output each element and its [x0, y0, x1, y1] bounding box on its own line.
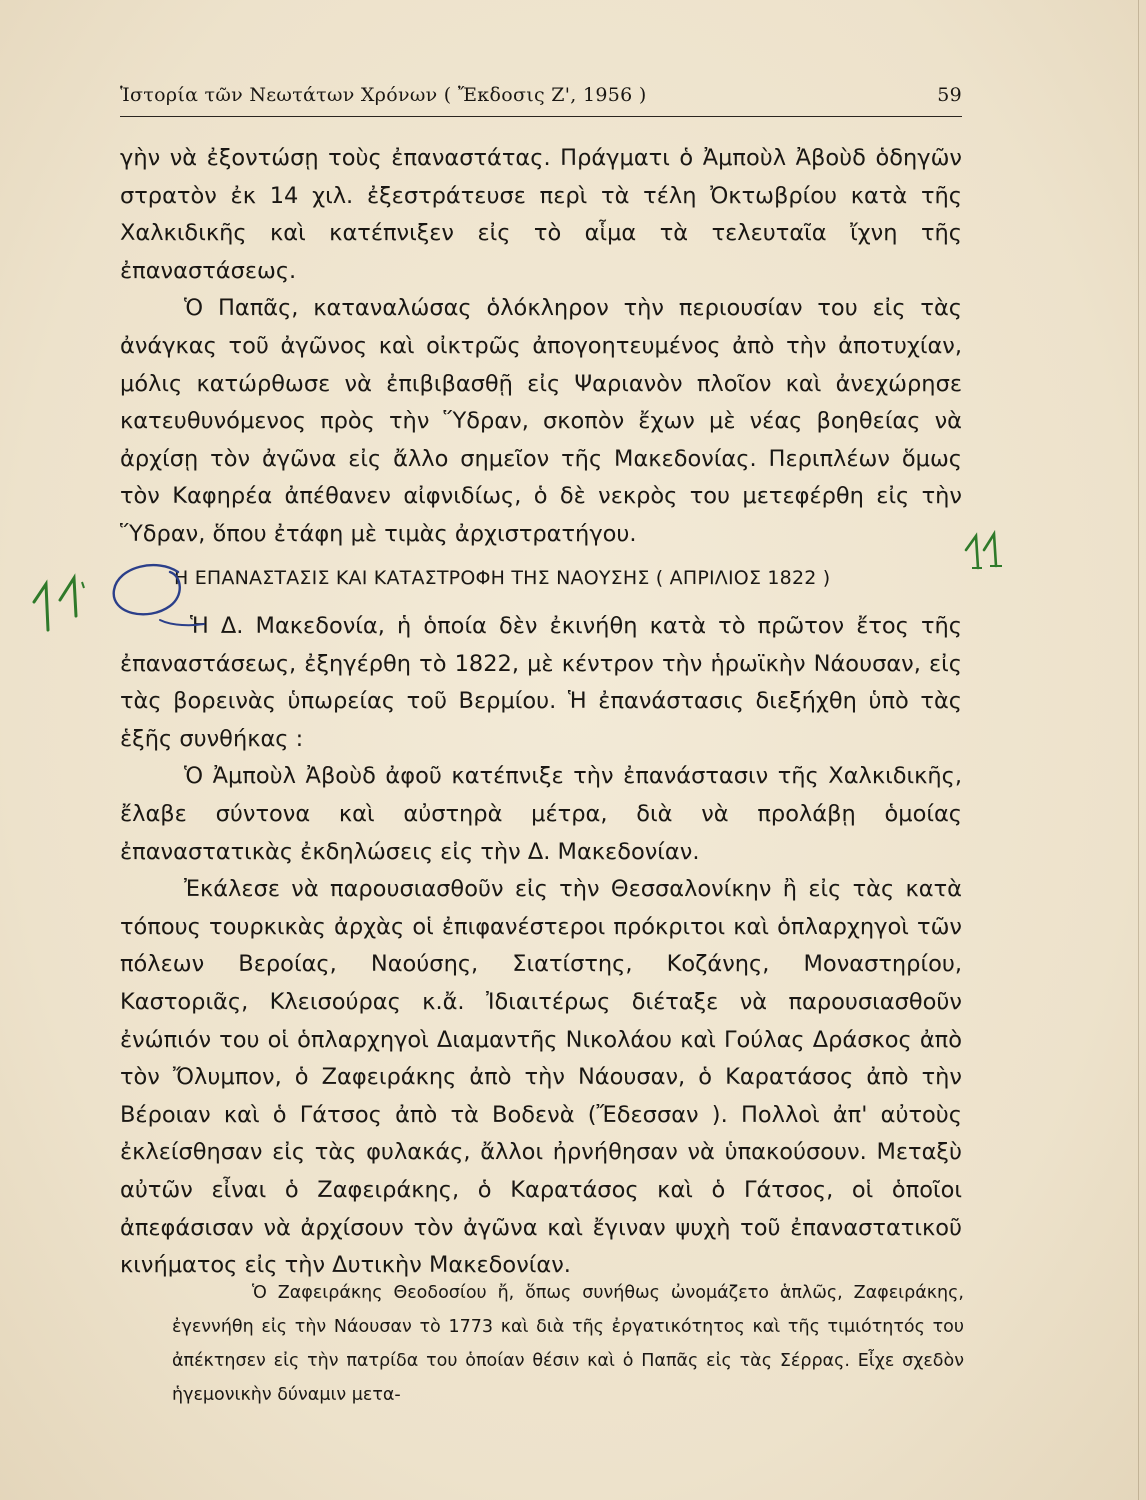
section-heading: Η ΕΠΑΝΑΣΤΑΣΙΣ ΚΑΙ ΚΑΤΑΣΤΡΟΦΗ ΤΗΣ ΝΑΟΥΣΗΣ ( ΑΠΡΙΛΙΟΣ 1822 ) — [174, 567, 831, 589]
page-number: 59 — [937, 84, 962, 106]
running-header — [120, 84, 962, 106]
footnote-text: Ὁ Ζαφειράκης Θεοδοσίου ἤ, ὅπως συνήθως ὠνομάζετο ἁπλῶς, Ζαφειράκης, ἐγεννήθη εἰς τὴν Νάουσαν τὸ 1773 καὶ διὰ τῆς ἐργατικότητος καὶ τῆς τιμιότητός του ἀπέκτησεν εἰς τὴν πατρίδα του ὁποίαν θέσιν καὶ ὁ Παπᾶς εἰς τὰς Σέρρας. Εἶχε σχεδὸν ἡγεμονικὴν δύναμιν μετα- — [172, 1283, 964, 1405]
section-text — [120, 608, 962, 1285]
page-edge — [1138, 0, 1139, 1500]
paragraph: Ὁ Ἀμποὺλ Ἀβοὺδ ἀφοῦ κατέπνιξε τὴν ἐπανάστασιν τῆς Χαλκιδικῆς, ἔλαβε σύντονα καὶ αὐστηρὰ μέτρα, διὰ νὰ προλάβῃ ὁμοίας ἐπαναστατικὰς ἐκδηλώσεις εἰς τὴν Δ. Μακεδονίαν. — [120, 763, 962, 865]
paragraph: γὴν νὰ ἐξοντώσῃ τοὺς ἐπαναστάτας. Πράγματι ὁ Ἀμποὺλ Ἀβοὺδ ὁδηγῶν στρατὸν ἐκ 14 χιλ. ἐξεστράτευσε περὶ τὰ τέλη Ὀκτωβρίου κατὰ τῆς Χαλκιδικῆς καὶ κατέπνιξεν εἰς τὸ αἷμα τὰ τελευταῖα ἴχνη τῆς ἐπαναστάσεως. — [120, 145, 962, 284]
handwritten-number-left — [26, 572, 106, 634]
footnote — [172, 1276, 964, 1412]
paragraph: Ὁ Παπᾶς, καταναλώσας ὁλόκληρον τὴν περιουσίαν του εἰς τὰς ἀνάγκας τοῦ ἀγῶνος καὶ οἰκτρῶς ἀπογοητευμένος ἀπὸ τὴν ἀποτυχίαν, μόλις κατώρθωσε νὰ ἐπιβιβασθῇ εἰς Ψαριανὸν πλοῖον καὶ ἀνεχώρησε κατευθυνόμενος πρὸς τὴν Ὕδραν, σκοπὸν ἔχων μὲ νέας βοηθείας νὰ ἀρχίσῃ τὸν ἀγῶνα εἰς ἄλλο σημεῖον τῆς Μακεδονίας. Περιπλέων ὅμως τὸν Καφηρέα ἀπέθανεν αἰφνιδίως, ὁ δὲ νεκρὸς του μετεφέρθη εἰς τὴν Ὕδραν, ὅπου ἐτάφη μὲ τιμὰς ἀρχιστρατήγου. — [120, 295, 962, 547]
body-text — [120, 140, 962, 554]
header-rule — [120, 116, 962, 117]
paragraph: Ἐκάλεσε νὰ παρουσιασθοῦν εἰς τὴν Θεσσαλονίκην ἢ εἰς τὰς κατὰ τόπους τουρκικὰς ἀρχὰς οἱ ἐπιφανέστεροι πρόκριτοι καὶ ὁπλαρχηγοὶ τῶν πόλεων Βεροίας, Ναούσης, Σιατίστης, Κοζάνης, Μοναστηρίου, Καστοριᾶς, Κλεισούρας κ.ἄ. Ἰδιαιτέρως διέταξε νὰ παρουσιασθοῦν ἐνώπιόν του οἱ ὁπλαρχηγοὶ Διαμαντῆς Νικολάου καὶ Γούλας Δράσκος ἀπὸ τὸν Ὄλυμπον, ὁ Ζαφειράκης ἀπὸ τὴν Νάουσαν, ὁ Καρατάσος ἀπὸ τὴν Βέροιαν καὶ ὁ Γάτσος ἀπὸ τὰ Βοδενὰ (Ἔδεσσαν ). Πολλοὶ ἀπ' αὐτοὺς ἐκλείσθησαν εἰς τὰς φυλακάς, ἄλλοι ἠρνήθησαν νὰ ὑπακούσουν. Μεταξὺ αὐτῶν εἶναι ὁ Ζαφειράκης, ὁ Καρατάσος καὶ ὁ Γάτσος, οἱ ὁποῖοι ἀπεφάσισαν νὰ ἀρχίσουν τὸν ἀγῶνα καὶ ἔγιναν ψυχὴ τοῦ ἐπαναστατικοῦ κινήματος εἰς τὴν Δυτικὴν Μακεδονίαν. — [120, 876, 962, 1279]
header-title: Ἱστορία τῶν Νεωτάτων Χρόνων ( Ἔκδοσις Ζ', 1956 ) — [120, 84, 647, 106]
paragraph: Ἡ Δ. Μακεδονία, ἡ ὁποία δὲν ἐκινήθη κατὰ τὸ πρῶτον ἔτος τῆς ἐπαναστάσεως, ἐξηγέρθη τὸ 1822, μὲ κέντρον τὴν ἡρωϊκὴν Νάουσαν, εἰς τὰς βορεινὰς ὑπωρείας τοῦ Βερμίου. Ἡ ἐπανάστασις διεξήχθη ὑπὸ τὰς ἑξῆς συνθήκας : — [120, 613, 962, 752]
